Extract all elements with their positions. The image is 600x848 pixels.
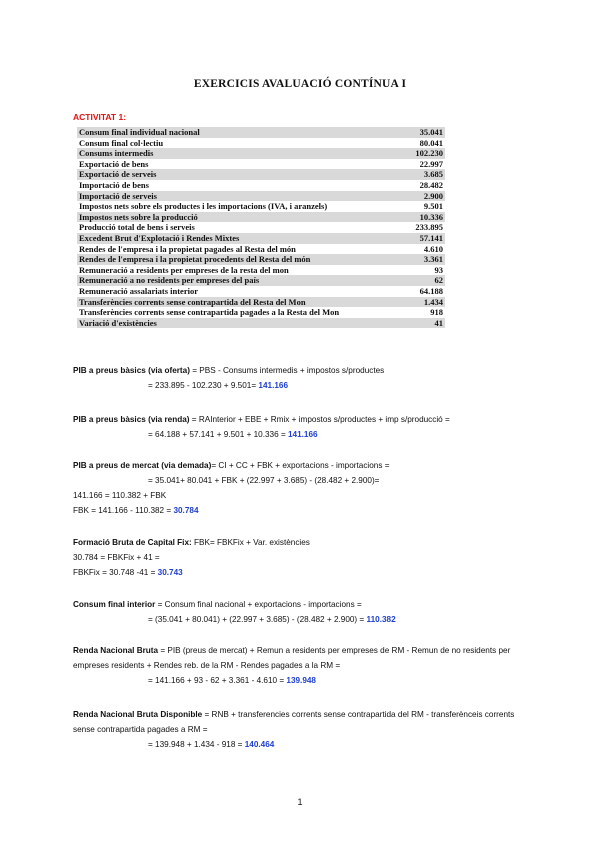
row-label: Consum final individual nacional — [77, 127, 406, 138]
row-value: 9.501 — [423, 201, 443, 212]
pib-renda-calc: = 64.188 + 57.141 + 9.501 + 10.336 = — [148, 430, 288, 439]
table-row — [77, 212, 445, 223]
rnb-calc: = 141.166 + 93 - 62 + 3.361 - 4.610 = — [148, 676, 287, 685]
fbk-equation: 30.784 = FBKFix + 41 = — [73, 553, 160, 562]
pib-demanda-calc: = 35.041+ 80.041 + FBK + (22.997 + 3.685) - (28.482 + 2.900)= — [148, 476, 380, 485]
row-label: Remuneració a no residents per empreses del país — [77, 275, 406, 286]
table-row — [77, 318, 445, 329]
fbk-label: Formació Bruta de Capital Fix: — [73, 538, 192, 547]
consum-calc: = (35.041 + 80.041) + (22.997 + 3.685) - (28.482 + 2.900) = — [148, 615, 367, 624]
consum-result: 110.382 — [366, 615, 396, 624]
table-row — [77, 254, 445, 265]
pib-oferta-block — [73, 363, 533, 393]
row-label: Importació de serveis — [77, 191, 406, 202]
row-label: Impostos nets sobre la producció — [77, 212, 406, 223]
table-row — [77, 307, 445, 318]
row-value: 2.900 — [406, 191, 445, 202]
row-value: 3.685 — [406, 169, 445, 180]
row-value: 1.434 — [406, 297, 445, 308]
pib-demanda-formula: = CI + CC + FBK + exportacions - importacions = — [211, 461, 390, 470]
table-row — [77, 180, 445, 191]
pib-renda-result: 141.166 — [288, 430, 318, 439]
rnbd-block — [73, 707, 533, 752]
table-row — [77, 191, 445, 202]
page-number: 1 — [297, 797, 303, 807]
fbk-result: 30.784 — [173, 506, 199, 515]
rnb-result: 139.948 — [286, 676, 316, 685]
row-label: Importació de bens — [79, 179, 149, 190]
table-row — [77, 286, 445, 297]
row-value: 62 — [406, 275, 445, 286]
pib-renda-label: PIB a preus bàsics (via renda) — [73, 415, 190, 424]
row-label: Consum final col·lectiu — [79, 137, 164, 148]
rnbd-formula: = RNB + transferencies corrents sense contrapartida del RM - transferènceis corrents sense contrapartida pagades a RM = — [73, 710, 515, 734]
row-value: 57.141 — [406, 233, 445, 244]
consum-label: Consum final interior — [73, 600, 156, 609]
table-row — [77, 275, 445, 286]
pib-demanda-block — [73, 458, 533, 518]
row-value: 64.188 — [419, 285, 443, 296]
row-label: Transferències corrents sense contrapartida pagades a la Resta del Mon — [79, 307, 340, 318]
page-title: EXERCICIS AVALUACIÓ CONTÍNUA I — [193, 78, 407, 90]
row-value: 102.230 — [406, 148, 445, 159]
activity-heading: ACTIVITAT 1: — [73, 112, 127, 122]
pib-oferta-result: 141.166 — [258, 381, 289, 390]
table-row — [77, 244, 445, 255]
row-label: Rendes de l'empresa i la propietat procedents del Resta del món — [77, 254, 406, 265]
row-label: Exportació de serveis — [77, 169, 406, 180]
consum-formula: = Consum final nacional + exportacions - importacions = — [155, 600, 362, 609]
pib-oferta-calc: = 233.895 - 102.230 + 9.501= — [148, 381, 259, 390]
row-label: Excedent Brut d'Explotació i Rendes Mixtes — [77, 233, 406, 244]
table-row — [77, 265, 445, 276]
fbk-block — [73, 535, 533, 580]
table-row — [77, 222, 445, 233]
row-value: 22.997 — [419, 158, 443, 169]
pib-demanda-equation: 141.166 = 110.382 + FBK — [73, 491, 167, 500]
pib-renda-formula: = RAInterior + EBE + Rmix + impostos s/productes + imp s/producció = — [189, 415, 450, 424]
row-label: Transferències corrents sense contrapartida del Resta del Mon — [77, 297, 406, 308]
row-label: Impostos nets sobre els productes i les importacions (IVA, i aranzels) — [79, 201, 328, 212]
row-label: Rendes de l'empresa i la propietat pagades al Resta del món — [79, 243, 296, 254]
row-label: Remuneració a residents per empreses de la resta del mon — [79, 264, 289, 275]
row-value: 28.482 — [419, 179, 443, 190]
fbk-calc: FBK = 141.166 - 110.382 = — [73, 506, 174, 515]
row-value: 3.361 — [406, 254, 445, 265]
row-label: Consums intermedis — [77, 148, 406, 159]
row-value: 93 — [434, 264, 443, 275]
row-label: Producció total de bens i serveis — [79, 222, 195, 233]
row-value: 4.610 — [423, 243, 443, 254]
rnbd-result: 140.464 — [244, 740, 275, 749]
table-row — [77, 148, 445, 159]
table-row — [77, 201, 445, 212]
table-row — [77, 127, 445, 138]
pib-demanda-label: PIB a preus de mercat (via demada) — [73, 461, 212, 470]
table-row — [77, 169, 445, 180]
pib-oferta-formula: = PBS - Consums intermedis + impostos s/productes — [189, 366, 385, 375]
row-value: 41 — [406, 318, 445, 329]
rnb-block — [73, 643, 533, 688]
row-value: 80.041 — [419, 137, 443, 148]
fbkfix-calc: FBKFix = 30.748 -41 = — [73, 568, 158, 577]
row-label: Exportació de bens — [79, 158, 149, 169]
row-value: 233.895 — [415, 222, 443, 233]
table-row — [77, 138, 445, 149]
row-value: 35.041 — [406, 127, 445, 138]
data-table — [77, 127, 445, 328]
consum-block — [73, 597, 533, 627]
fbk-formula: FBK= FBKFix + Var. existències — [191, 538, 310, 547]
row-value: 10.336 — [406, 212, 445, 223]
table-row — [77, 233, 445, 244]
rnbd-label: Renda Nacional Bruta Disponible — [73, 710, 203, 719]
pib-renda-block — [73, 412, 533, 442]
rnb-label: Renda Nacional Bruta — [73, 646, 159, 655]
fbkfix-result: 30.743 — [157, 568, 183, 577]
row-label: Remuneració assalariats interior — [79, 285, 198, 296]
table-row — [77, 159, 445, 170]
pib-oferta-label: PIB a preus bàsics (via oferta) — [73, 366, 190, 375]
row-label: Variació d'existències — [77, 318, 406, 329]
table-row — [77, 297, 445, 308]
rnbd-calc: = 139.948 + 1.434 - 918 = — [148, 740, 245, 749]
rnb-formula: = PIB (preus de mercat) + Remun a residents per empreses de RM - Remun de no residents per empreses residents + Rendes reb. de la RM - Rendes pagades a la RM = — [73, 646, 511, 670]
row-value: 918 — [430, 307, 443, 318]
